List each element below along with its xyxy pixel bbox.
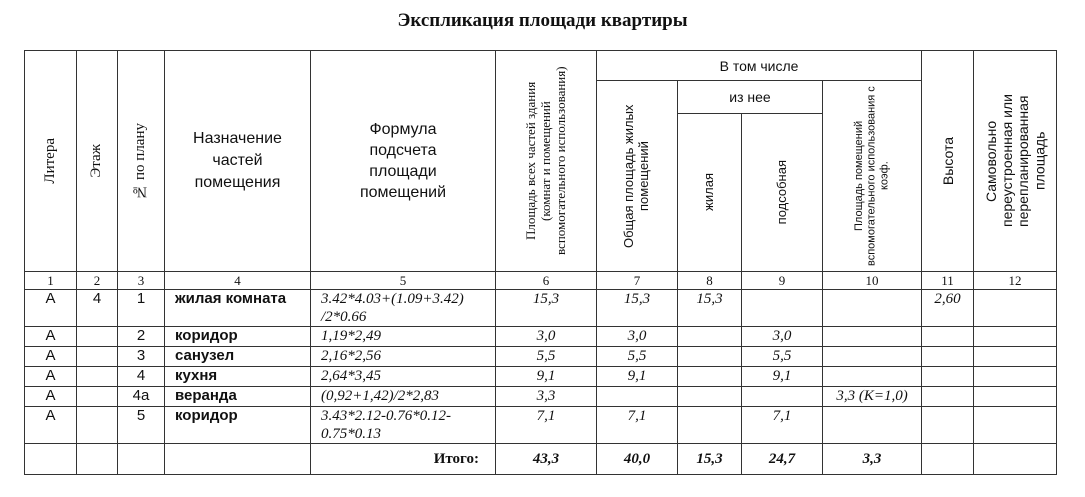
header-including: В том числе <box>597 51 922 81</box>
cell-living: 15,3 <box>678 290 742 327</box>
cell-living-total: 15,3 <box>597 290 678 327</box>
page-title: Экспликация площади квартиры <box>397 10 688 31</box>
cell-living <box>678 347 742 367</box>
cell-total-area: 3,0 <box>496 327 597 347</box>
cell-litera: А <box>25 347 77 367</box>
table-row <box>25 327 1057 347</box>
table-row <box>25 387 1057 407</box>
cell-total-area: 9,1 <box>496 367 597 387</box>
cell-auxiliary: 5,5 <box>742 347 823 367</box>
table-row <box>25 347 1057 367</box>
cell-height <box>922 347 974 367</box>
cell-height <box>922 327 974 347</box>
header-unauthorized: Самовольно переустроенная или перепланированная площадь <box>974 51 1057 272</box>
cell-plan-number: 3 <box>118 347 165 367</box>
cell-purpose: веранда <box>165 387 311 407</box>
header-plan-number: № по плану <box>118 51 165 272</box>
cell-litera: А <box>25 290 77 327</box>
cell-floor <box>77 367 118 387</box>
cell-unauthorized <box>974 407 1057 444</box>
cell-total-area: 5,5 <box>496 347 597 367</box>
cell-formula: 2,16*2,56 <box>311 347 496 367</box>
cell-floor <box>77 387 118 407</box>
cell-formula: (0,92+1,42)/2*2,83 <box>311 387 496 407</box>
cell-unauthorized <box>974 387 1057 407</box>
cell-floor <box>77 407 118 444</box>
header-auxiliary: подсобная <box>742 113 823 271</box>
cell-aux-coef: 3,3 (К=1,0) <box>823 387 922 407</box>
totals-row <box>25 444 1057 475</box>
header-floor: Этаж <box>77 51 118 272</box>
cell-floor <box>77 347 118 367</box>
cell-plan-number: 5 <box>118 407 165 444</box>
cell-auxiliary: 7,1 <box>742 407 823 444</box>
cell-plan-number: 4 <box>118 367 165 387</box>
totals-aux: 24,7 <box>742 444 823 475</box>
table-row <box>25 367 1057 387</box>
cell-living-total: 5,5 <box>597 347 678 367</box>
cell-plan-number: 4а <box>118 387 165 407</box>
totals-living-total: 40,0 <box>597 444 678 475</box>
cell-purpose: кухня <box>165 367 311 387</box>
cell-plan-number: 1 <box>118 290 165 327</box>
header-formula: Формула подсчета площади помещений <box>311 51 496 272</box>
cell-litera: А <box>25 387 77 407</box>
totals-aux-coef: 3,3 <box>823 444 922 475</box>
cell-unauthorized <box>974 367 1057 387</box>
cell-living-total: 7,1 <box>597 407 678 444</box>
cell-height <box>922 407 974 444</box>
cell-purpose: коридор <box>165 407 311 444</box>
cell-auxiliary: 3,0 <box>742 327 823 347</box>
header-aux-coef: Площадь помещений вспомогательного использования с коэф. <box>823 81 922 272</box>
cell-living <box>678 387 742 407</box>
cell-plan-number: 2 <box>118 327 165 347</box>
cell-aux-coef <box>823 327 922 347</box>
cell-purpose: жилая комната <box>165 290 311 327</box>
table-row <box>25 290 1057 327</box>
totals-label: Итого: <box>311 444 496 475</box>
totals-living: 15,3 <box>678 444 742 475</box>
column-numbers-row: 1 2 3 4 5 6 7 8 9 10 11 12 <box>25 272 1057 290</box>
cell-floor <box>77 327 118 347</box>
explication-table <box>24 50 1057 475</box>
cell-unauthorized <box>974 327 1057 347</box>
cell-living-total: 9,1 <box>597 367 678 387</box>
cell-unauthorized <box>974 347 1057 367</box>
cell-unauthorized <box>974 290 1057 327</box>
cell-height <box>922 367 974 387</box>
header-height: Высота <box>922 51 974 272</box>
cell-purpose: коридор <box>165 327 311 347</box>
header-litera: Литера <box>25 51 77 272</box>
header-purpose: Назначение частей помещения <box>165 51 311 272</box>
cell-auxiliary <box>742 387 823 407</box>
cell-height <box>922 387 974 407</box>
cell-total-area: 7,1 <box>496 407 597 444</box>
cell-aux-coef <box>823 407 922 444</box>
cell-height: 2,60 <box>922 290 974 327</box>
cell-formula: 2,64*3,45 <box>311 367 496 387</box>
cell-living-total: 3,0 <box>597 327 678 347</box>
cell-total-area: 3,3 <box>496 387 597 407</box>
header-living: жилая <box>678 113 742 271</box>
cell-formula: 3.42*4.03+(1.09+3.42) /2*0.66 <box>311 290 496 327</box>
totals-total: 43,3 <box>496 444 597 475</box>
cell-aux-coef <box>823 290 922 327</box>
cell-formula: 3.43*2.12-0.76*0.12- 0.75*0.13 <box>311 407 496 444</box>
cell-living-total <box>597 387 678 407</box>
cell-purpose: санузел <box>165 347 311 367</box>
header-of-which: из нее <box>678 81 823 114</box>
table-row <box>25 407 1057 444</box>
cell-total-area: 15,3 <box>496 290 597 327</box>
cell-auxiliary: 9,1 <box>742 367 823 387</box>
cell-living <box>678 327 742 347</box>
cell-litera: А <box>25 367 77 387</box>
cell-auxiliary <box>742 290 823 327</box>
cell-living <box>678 367 742 387</box>
header-living-total: Общая площадь жилых помещений <box>597 81 678 272</box>
header-total-area: Площадь всех частей здания (комнат и помещений вспомогательного использования) <box>496 51 597 272</box>
cell-formula: 1,19*2,49 <box>311 327 496 347</box>
cell-aux-coef <box>823 367 922 387</box>
cell-litera: А <box>25 327 77 347</box>
cell-floor: 4 <box>77 290 118 327</box>
cell-living <box>678 407 742 444</box>
cell-litera: А <box>25 407 77 444</box>
cell-aux-coef <box>823 347 922 367</box>
